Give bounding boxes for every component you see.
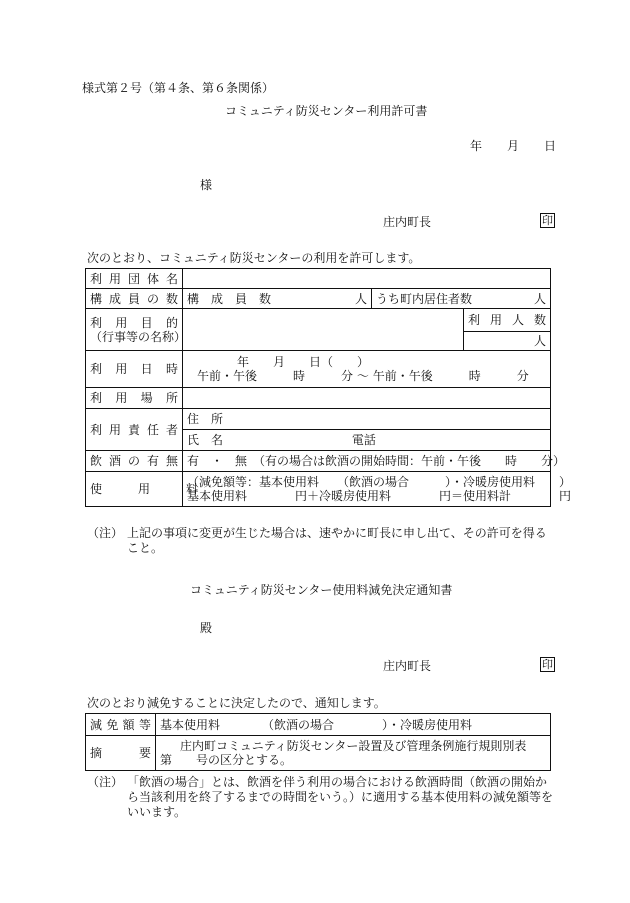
- permit-note-head: （注）: [87, 526, 124, 540]
- place-label: 利 用 場 所: [86, 388, 183, 409]
- row-datetime: [86, 351, 551, 388]
- row-group-name: [86, 269, 551, 289]
- address-label: 住 所: [187, 412, 224, 426]
- name-label: 氏 名: [187, 433, 224, 447]
- issuer-name: 庄内町長: [383, 215, 432, 229]
- datetime-to: 午前・午後 時 分: [372, 369, 529, 383]
- datetime-from: 午前・午後 時 分: [197, 369, 354, 383]
- permit-title: コミュニティ防災センター利用許可書: [225, 104, 428, 118]
- row-reduction-amount: [86, 714, 551, 736]
- residents-cell: [372, 289, 551, 309]
- reduction-table: [85, 713, 551, 771]
- group-name-cell: [183, 269, 551, 289]
- addressee-suffix: 様: [200, 178, 213, 192]
- notice-intro: 次のとおり減免することに決定したので、通知します。: [87, 696, 386, 710]
- datetime-date: 年 月 日（ ）: [237, 355, 370, 369]
- date-month: 月: [507, 139, 520, 153]
- address-cell: [183, 409, 551, 430]
- row-members: [86, 289, 551, 309]
- datetime-cell: [183, 351, 551, 388]
- users-unit: 人: [464, 332, 551, 351]
- manager-label: 利用責任者: [86, 409, 183, 451]
- purpose-cell: [183, 309, 464, 351]
- reduction-note-head: （注）: [87, 775, 124, 789]
- row-fee: [86, 472, 551, 507]
- residents-label: うち町内居住者数: [376, 291, 473, 306]
- notice-title: コミュニティ防災センター使用料減免決定通知書: [190, 583, 453, 597]
- permit-note: [87, 526, 557, 556]
- datetime-label: 利 用 日 時: [86, 351, 183, 388]
- alcohol-label: 飲酒の有無: [86, 451, 183, 472]
- phone-label: 電話: [351, 433, 376, 447]
- fee-line-1: （減免額等：基本使用料 （飲酒の場合 ）・冷暖房使用料 ）: [187, 475, 572, 489]
- place-cell: [183, 388, 551, 409]
- reduction-summary-cell: [156, 736, 551, 771]
- reduction-summary-line-2: 第 号の区分とする。: [160, 753, 293, 767]
- notice-addressee-suffix: 殿: [200, 621, 213, 635]
- date-day: 日: [544, 139, 557, 153]
- reduction-note-text: 「飲酒の場合」とは、飲酒を伴う利用の場合における飲酒時間（飲酒の開始から当該利用を終了するまでの時間をいう。）に適用する基本使用料の減免額等をいいます。: [127, 775, 554, 819]
- seal-mark: 印: [542, 214, 553, 227]
- row-reduction-summary: [86, 736, 551, 771]
- members-count-cell: [183, 289, 372, 309]
- date-year: 年: [470, 139, 483, 153]
- members-count-label: 構 成 員 数: [187, 291, 272, 306]
- name-cell: [183, 430, 551, 451]
- fee-line-2: 基本使用料 円＋冷暖房使用料 円＝使用料計 円: [187, 489, 572, 503]
- form-number: 様式第２号（第４条、第６条関係）: [82, 81, 275, 95]
- purpose-sublabel: （行事等の名称）: [90, 329, 187, 344]
- members-label: 構成員の数: [86, 289, 183, 309]
- alcohol-value: 有 ・ 無 （有の場合は飲酒の開始時間：午前・午後 時 分）: [183, 451, 551, 472]
- datetime-separator: ～: [356, 369, 369, 383]
- row-alcohol: [86, 451, 551, 472]
- notice-seal-mark: 印: [542, 658, 553, 671]
- row-manager-address: [86, 409, 551, 430]
- permit-intro: 次のとおり、コミュニティ防災センターの利用を許可します。: [87, 251, 421, 265]
- fee-label: 使 用 料: [86, 472, 183, 507]
- purpose-label: 利 用 目 的: [90, 315, 178, 330]
- row-place: [86, 388, 551, 409]
- reduction-amount-value: 基本使用料 （飲酒の場合 ）・冷暖房使用料: [156, 714, 551, 736]
- permit-table: [85, 268, 572, 507]
- fee-cell: [183, 472, 572, 507]
- members-unit: 人: [354, 291, 367, 306]
- reduction-summary-line-1: 庄内町コミュニティ防災センター設置及び管理条例施行規則別表: [180, 739, 527, 753]
- group-name-label: 利用団体名: [86, 269, 183, 289]
- reduction-note: [87, 775, 557, 820]
- residents-unit: 人: [534, 291, 547, 306]
- permit-note-text: 上記の事項に変更が生じた場合は、速やかに町長に申し出て、その許可を得ること。: [127, 526, 547, 555]
- purpose-label-cell: [86, 309, 187, 351]
- reduction-amount-label: 減免額等: [86, 714, 156, 736]
- reduction-summary-label: 摘 要: [86, 736, 156, 771]
- users-label: 利用人数: [464, 309, 551, 332]
- row-purpose-top: [86, 309, 551, 332]
- notice-issuer-name: 庄内町長: [383, 659, 432, 673]
